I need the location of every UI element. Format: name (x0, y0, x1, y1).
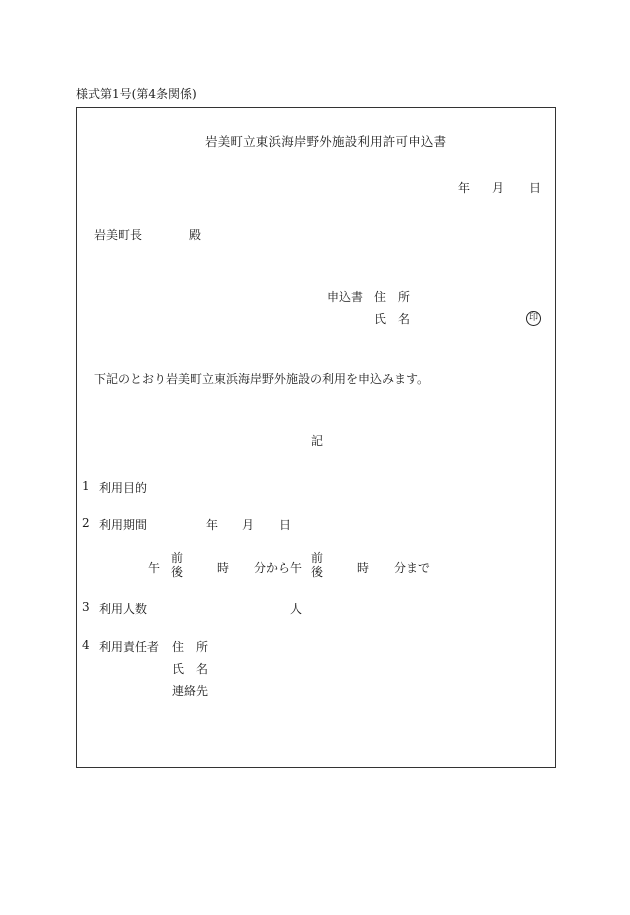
form-title: 岩美町立東浜海岸野外施設利用許可申込書 (205, 134, 447, 149)
date-year: 年 (458, 181, 471, 195)
addressee-name: 岩美町長 (94, 228, 143, 242)
ampm-pm: 後 (311, 565, 324, 579)
period-year: 年 (206, 518, 219, 532)
item-3-number: 3 (82, 600, 90, 614)
intro-text: 下記のとおり岩美町立東浜海岸野外施設の利用を申込みます。 (94, 372, 430, 386)
form-number-label: 様式第1号(第4条関係) (76, 87, 197, 101)
ampm-am: 前 (171, 551, 184, 565)
addressee-honorific: 殿 (189, 228, 202, 242)
date-month: 月 (492, 181, 505, 195)
period-end-hour: 時 (357, 561, 370, 575)
period-start-min: 分から午 (254, 561, 303, 575)
item-3-label: 利用人数 (99, 602, 148, 616)
responsible-name-label: 氏 名 (172, 662, 209, 676)
item-4-label: 利用責任者 (99, 640, 160, 654)
item-1-label: 利用目的 (99, 481, 148, 495)
people-unit: 人 (290, 602, 303, 616)
item-4-number: 4 (82, 638, 90, 652)
applicant-address-label: 住 所 (374, 290, 411, 304)
period-end-min: 分まで (394, 561, 431, 575)
item-2-number: 2 (82, 516, 90, 530)
seal-mark (526, 309, 541, 326)
period-end-ampm (311, 551, 323, 579)
period-day: 日 (279, 518, 292, 532)
applicant-label: 申込書 (327, 290, 364, 304)
period-start-ampm (171, 551, 183, 579)
period-start-prefix: 午 (148, 561, 161, 575)
seal-icon: 印 (526, 311, 541, 326)
item-2-label: 利用期間 (99, 518, 148, 532)
period-start-hour: 時 (217, 561, 230, 575)
responsible-address-label: 住 所 (172, 640, 209, 654)
responsible-contact-label: 連絡先 (172, 684, 209, 698)
ampm-am: 前 (311, 551, 324, 565)
item-1-number: 1 (82, 479, 90, 493)
date-day: 日 (529, 181, 542, 195)
ki-heading: 記 (311, 434, 324, 448)
applicant-name-label: 氏 名 (374, 312, 411, 326)
period-month: 月 (242, 518, 255, 532)
ampm-pm: 後 (171, 565, 184, 579)
